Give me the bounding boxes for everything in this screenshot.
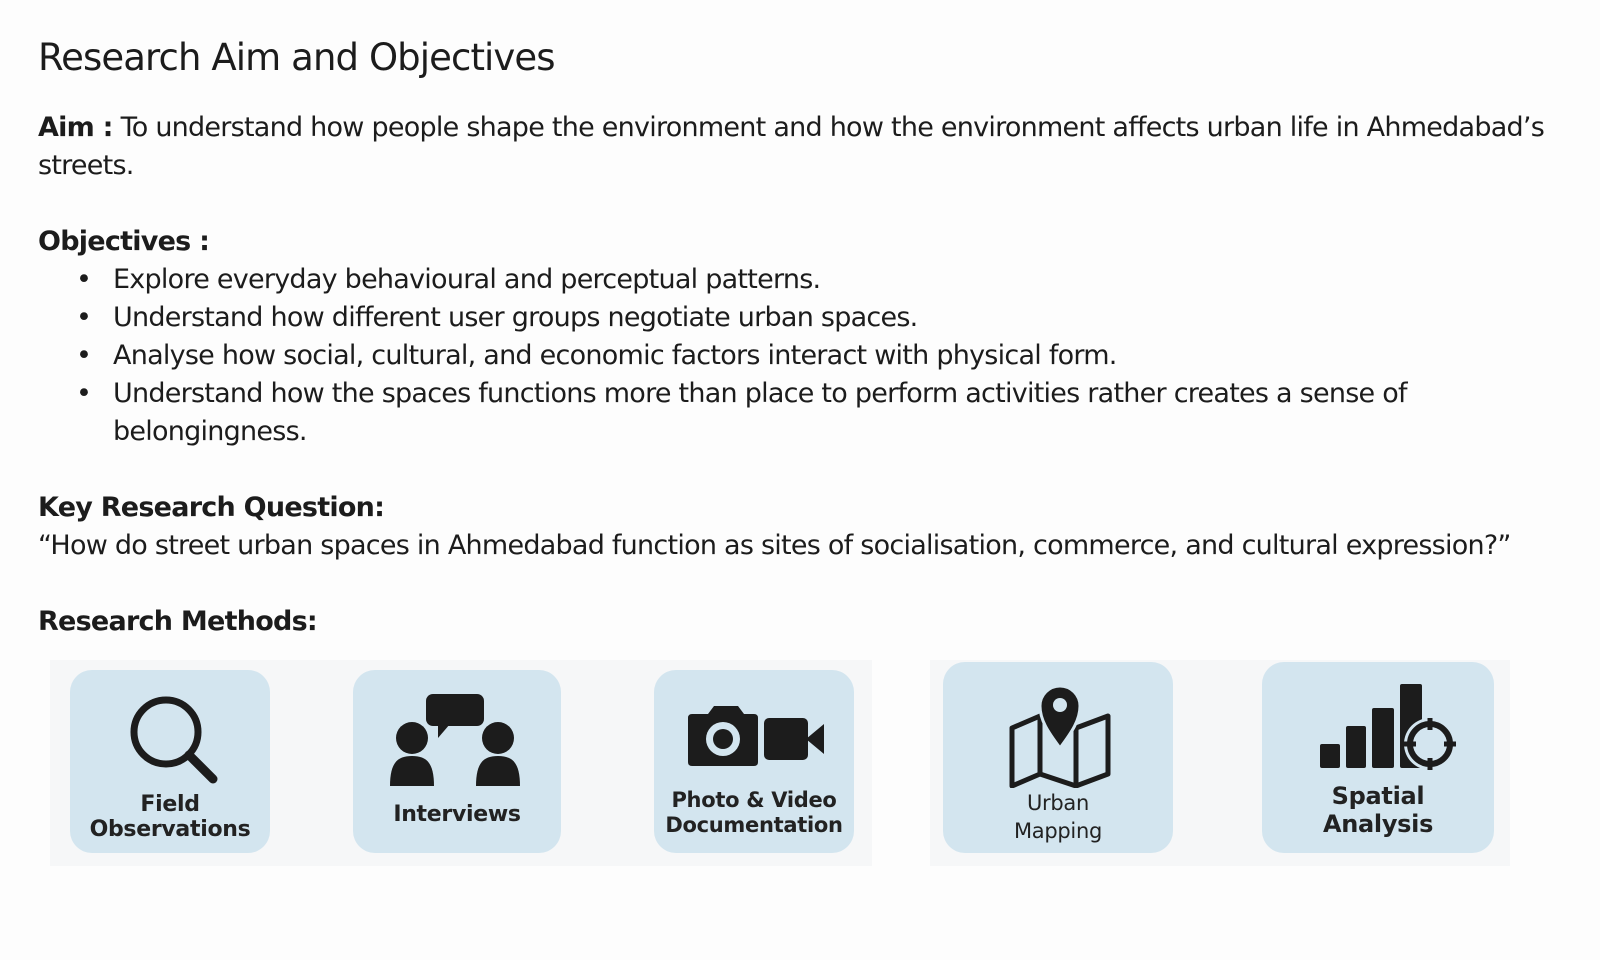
objective-text: Analyse how social, cultural, and economic factors interact with physical form. xyxy=(113,340,1117,371)
objective-text: Understand how different user groups negotiate urban spaces. xyxy=(113,302,918,333)
objective-text: Explore everyday behavioural and perceptual patterns. xyxy=(113,264,821,295)
map-pin-icon xyxy=(1008,680,1112,788)
research-question-text: “How do street urban spaces in Ahmedabad function as sites of socialisation, commerce, and cultural expression?” xyxy=(38,530,1511,561)
list-item xyxy=(38,299,1513,337)
research-methods-panel xyxy=(50,660,1510,866)
list-item xyxy=(38,375,1513,451)
method-label: Photo & Video xyxy=(671,788,837,812)
bar-chart-target-icon xyxy=(1318,682,1460,772)
method-card-spatial-analysis xyxy=(1262,662,1494,853)
method-label: Observations xyxy=(89,817,251,842)
research-methods-heading: Research Methods: xyxy=(38,606,317,637)
objectives-list xyxy=(38,261,1578,451)
bullet: • xyxy=(76,378,92,409)
objective-text: Understand how the spaces functions more than place to perform activities rather creates a sense of belongingness. xyxy=(113,378,1407,447)
people-conversation-icon xyxy=(388,692,524,788)
aim-text: To understand how people shape the environment and how the environment affects urban life in Ahmedabad’s streets. xyxy=(38,112,1545,181)
method-label: Urban xyxy=(1026,791,1089,815)
content xyxy=(38,34,1578,641)
objectives-heading: Objectives : xyxy=(38,226,210,257)
method-label: Spatial xyxy=(1331,782,1425,810)
aim-paragraph xyxy=(38,109,1578,185)
bullet: • xyxy=(76,264,92,295)
method-card-field-observations xyxy=(70,670,270,853)
method-label: Interviews xyxy=(393,802,521,827)
magnifier-icon xyxy=(126,692,221,787)
bullet: • xyxy=(76,340,92,371)
research-question-heading: Key Research Question: xyxy=(38,492,385,523)
method-label: Mapping xyxy=(1013,819,1103,843)
list-item xyxy=(38,337,1513,375)
method-label: Analysis xyxy=(1322,810,1434,838)
method-card-urban-mapping xyxy=(943,662,1173,853)
page-title: Research Aim and Objectives xyxy=(38,36,555,79)
camera-video-icon xyxy=(686,704,826,768)
method-label: Field xyxy=(140,792,200,817)
method-card-interviews xyxy=(353,670,561,853)
bullet: • xyxy=(76,302,92,333)
method-card-photo-video xyxy=(654,670,854,853)
list-item xyxy=(38,261,1513,299)
method-label: Documentation xyxy=(665,813,843,837)
aim-label: Aim : xyxy=(38,112,113,143)
